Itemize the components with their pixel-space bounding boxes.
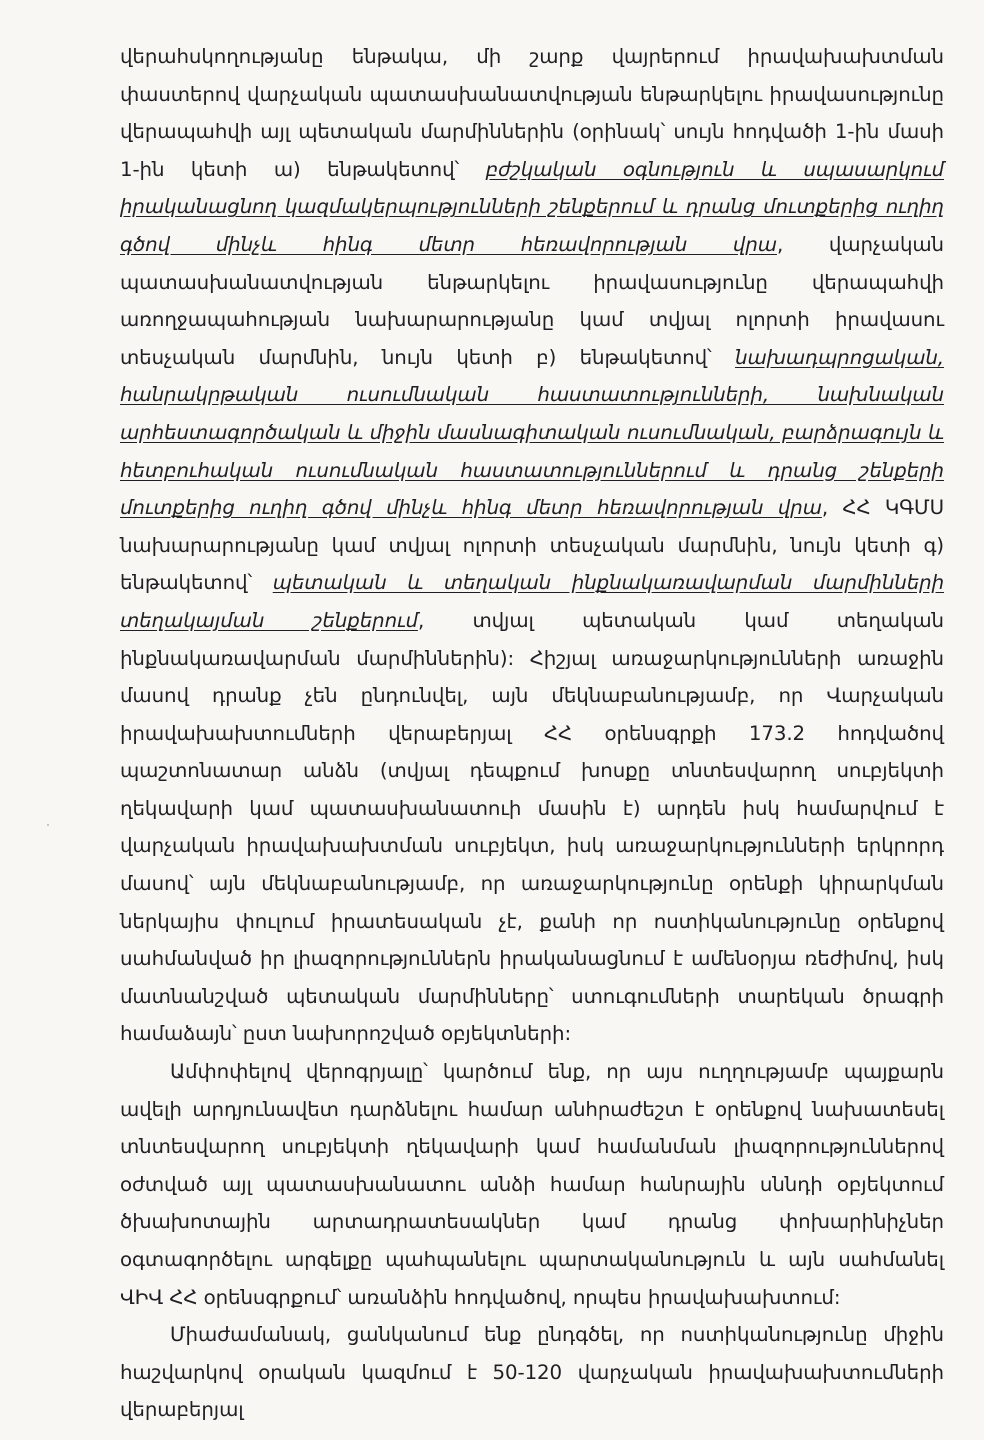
scan-speck	[47, 824, 49, 826]
underlined-phrase: նախադպրոցական, հանրակրթական ուսումնական հաստատությունների, նախնական արհեստագործական և միջին մասնագիտական ուսումնական, բարձրագույն և հետբուհական ուսումնական հաստատություններում և դրանց շենքերի մուտքերից ուղիղ գծով մինչև հինգ մետր հեռավորության վրա	[120, 345, 944, 520]
text-run: , վարչական պատասխանատվության ենթարկելու իրավասությունը վերապահվի առողջապահության նախարարությանը կամ տվյալ ոլորտի իրավասու տեսչական մարմնին, նույն կետի բ) ենթակետով՝	[120, 232, 944, 369]
text-run: Միաժամանակ, ցանկանում ենք ընդգծել, որ ոստիկանությունը միջին հաշվարկով օրական կազմում է 50-120 վարչական իրավախախտումների վերաբերյալ	[120, 1323, 944, 1422]
text-run: , ՀՀ ԿԳՄՍ նախարարությանը կամ տվյալ ոլորտի տեսչական մարմնին, նույն կետի գ) ենթակետով՝	[120, 496, 944, 595]
paragraph-summary	[120, 1053, 944, 1316]
underlined-phrase: պետական և տեղական ինքնակառավարման մարմինների տեղակայման շենքերում	[120, 571, 945, 632]
paragraph-final	[120, 1316, 944, 1429]
underlined-phrase: բժշկական օգնություն և սպասարկում իրականացնող կազմակերպությունների շենքերում և դրանց մուտքերից ուղիղ գծով մինչև հինգ մետր հեռավորության վրա	[120, 157, 944, 256]
paragraph-continued	[120, 38, 944, 1053]
text-run: Ամփոփելով վերոգրյալը՝ կարծում ենք, որ այս ուղղությամբ պայքարն ավելի արդյունավետ դարձնելու համար անհրաժեշտ է օրենքով նախատեսել տնտեսվարող սուբյեկտի ղեկավարի կամ համանման լիազորություններով օժտված այլ պատասխանատու անձի համար հանրային սննդի օբյեկտում ծխախոտային արտադրատեսակներ կամ դրանց փոխարինիչներ օգտագործելու արգելքը պահպանելու պարտականություն և այն սահմանել ՎԻՎ ՀՀ օրենսգրքում՝ առանձին հոդվածով, որպես իրավախախտում:	[120, 1060, 944, 1309]
text-run: վերահսկողությանը ենթակա, մի շարք վայրերում իրավախախտման փաստերով վարչական պատասխանատվության ենթարկելու իրավասությունը վերապահվի այլ պետական մարմիններին (օրինակ՝ սույն հոդվածի 1-ին մասի 1-ին կետի ա) ենթակետով՝	[120, 45, 944, 181]
text-run: , տվյալ պետական կամ տեղական ինքնակառավարման մարմիններին): Հիշյալ առաջարկությունների առաջին մասով դրանք չեն ընդունվել, այն մեկնաբանությամբ, որ Վարչական իրավախախտումների վերաբերյալ ՀՀ օրենսգրքի 173.2 հոդվածով պաշտոնատար անձն (տվյալ դեպքում խոսքը տնտեսվարող սուբյեկտի ղեկավարի կամ պատասխանատուի մասին է) արդեն իսկ համարվում է վարչական իրավախախտման սուբյեկտ, իսկ առաջարկությունների երկրորդ մասով՝ այն մեկնաբանությամբ, որ առաջարկությունը օրենքի կիրարկման ներկայիս փուլում իրատեսական չէ, քանի որ ոստիկանությունը օրենքով սահմանված իր լիազորություններն իրականացնում է ամենօրյա ռեժիմով, իսկ մատնանշված պետական մարմինները՝ ստուգումների տարեկան ծրագրի համաձայն՝ ըստ նախորոշված օբյեկտների:	[120, 608, 944, 1046]
